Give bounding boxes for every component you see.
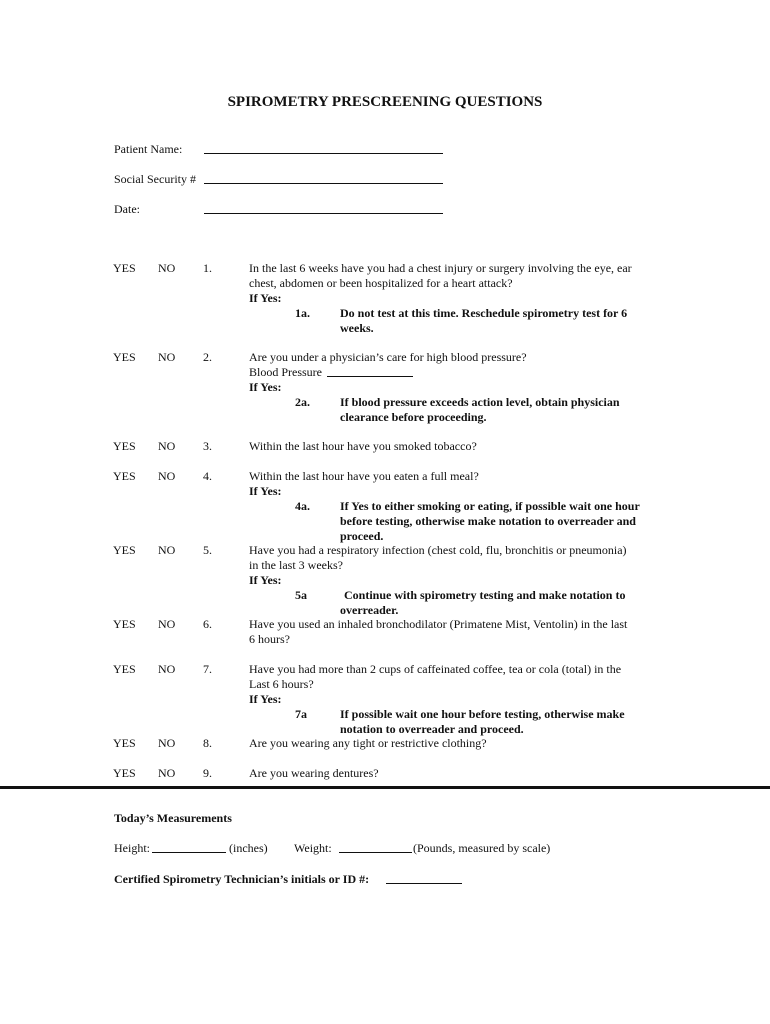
q4-no-option[interactable]: NO [158, 469, 176, 483]
q9-no-option[interactable]: NO [158, 766, 176, 780]
q3-no-option[interactable]: NO [158, 439, 176, 453]
height-field[interactable] [152, 841, 226, 853]
q2a-text-line2: clearance before proceeding. [340, 410, 487, 424]
q1-text-line1: In the last 6 weeks have you had a chest injury or surgery involving the eye, ear [249, 261, 632, 275]
q2-number: 2. [203, 350, 212, 364]
q6-no-option[interactable]: NO [158, 617, 176, 631]
q8-yes-option[interactable]: YES [113, 736, 136, 750]
q5-text-line1: Have you had a respiratory infection (chest cold, flu, bronchitis or pneumonia) [249, 543, 627, 557]
technician-id-field[interactable] [386, 872, 462, 884]
q6-number: 6. [203, 617, 212, 631]
q7a-text-line2: notation to overreader and proceed. [340, 722, 524, 736]
q1-if-yes: If Yes: [249, 291, 282, 305]
q4a-text-line3: proceed. [340, 529, 384, 543]
q7a-number: 7a [295, 707, 307, 721]
q4a-text-line2: before testing, otherwise make notation to overreader and [340, 514, 636, 528]
q5-yes-option[interactable]: YES [113, 543, 136, 557]
q3-text-line1: Within the last hour have you smoked tobacco? [249, 439, 477, 453]
q2a-text-line1: If blood pressure exceeds action level, obtain physician [340, 395, 620, 409]
page-title: SPIROMETRY PRESCREENING QUESTIONS [227, 94, 543, 110]
q5-number: 5. [203, 543, 212, 557]
q4-if-yes: If Yes: [249, 484, 282, 498]
q9-yes-option[interactable]: YES [113, 766, 136, 780]
weight-label: Weight: [294, 841, 332, 855]
q4a-text-line1: If Yes to either smoking or eating, if possible wait one hour [340, 499, 640, 513]
q8-number: 8. [203, 736, 212, 750]
q7-if-yes: If Yes: [249, 692, 282, 706]
q9-text-line1: Are you wearing dentures? [249, 766, 379, 780]
q5-text-line2: in the last 3 weeks? [249, 558, 343, 572]
q6-text-line1: Have you used an inhaled bronchodilator (Primatene Mist, Ventolin) in the last [249, 617, 628, 631]
measurements-heading: Today’s Measurements [114, 811, 232, 825]
q9-number: 9. [203, 766, 212, 780]
technician-label: Certified Spirometry Technician’s initials or ID #: [114, 872, 370, 886]
height-label: Height: [114, 841, 150, 855]
q2-text-line1: Are you under a physician’s care for high blood pressure? [249, 350, 527, 364]
q1-text-line2: chest, abdomen or been hospitalized for a heart attack? [249, 276, 513, 290]
q7-number: 7. [203, 662, 212, 676]
q5-no-option[interactable]: NO [158, 543, 176, 557]
q5-if-yes: If Yes: [249, 573, 282, 587]
q5a-number: 5a [295, 588, 307, 602]
q7-text-line1: Have you had more than 2 cups of caffeinated coffee, tea or cola (total) in the [249, 662, 622, 676]
q4-number: 4. [203, 469, 212, 483]
q7-text-line2: Last 6 hours? [249, 677, 314, 691]
patient-name-label: Patient Name: [114, 142, 183, 156]
ssn-label: Social Security # [114, 172, 196, 186]
q1a-text-line1: Do not test at this time. Reschedule spirometry test for 6 [340, 306, 628, 320]
weight-unit: (Pounds, measured by scale) [413, 841, 551, 855]
q2-blood-pressure-label: Blood Pressure [249, 365, 322, 379]
q3-number: 3. [203, 439, 212, 453]
q4a-number: 4a. [295, 499, 310, 513]
section-divider [0, 786, 770, 789]
q5a-text-line2: overreader. [340, 603, 399, 617]
q8-text-line1: Are you wearing any tight or restrictive clothing? [249, 736, 487, 750]
q5a-text-line1: Continue with spirometry testing and make notation to [344, 588, 626, 602]
q1-yes-option[interactable]: YES [113, 261, 136, 275]
blood-pressure-field[interactable] [327, 365, 413, 377]
q6-yes-option[interactable]: YES [113, 617, 136, 631]
weight-field[interactable] [339, 841, 412, 853]
height-unit: (inches) [229, 841, 268, 855]
ssn-field[interactable] [204, 172, 443, 184]
q2-no-option[interactable]: NO [158, 350, 176, 364]
date-label: Date: [114, 202, 140, 216]
q1-number: 1. [203, 261, 212, 275]
q2a-number: 2a. [295, 395, 310, 409]
q3-yes-option[interactable]: YES [113, 439, 136, 453]
date-field[interactable] [204, 202, 443, 214]
q4-text-line1: Within the last hour have you eaten a full meal? [249, 469, 479, 483]
patient-name-field[interactable] [204, 142, 443, 154]
q8-no-option[interactable]: NO [158, 736, 176, 750]
q7-yes-option[interactable]: YES [113, 662, 136, 676]
q4-yes-option[interactable]: YES [113, 469, 136, 483]
q2-if-yes: If Yes: [249, 380, 282, 394]
q6-text-line2: 6 hours? [249, 632, 290, 646]
q2-yes-option[interactable]: YES [113, 350, 136, 364]
q1-no-option[interactable]: NO [158, 261, 176, 275]
q1a-text-line2: weeks. [340, 321, 374, 335]
q7a-text-line1: If possible wait one hour before testing, otherwise make [340, 707, 625, 721]
q7-no-option[interactable]: NO [158, 662, 176, 676]
q1a-number: 1a. [295, 306, 310, 320]
